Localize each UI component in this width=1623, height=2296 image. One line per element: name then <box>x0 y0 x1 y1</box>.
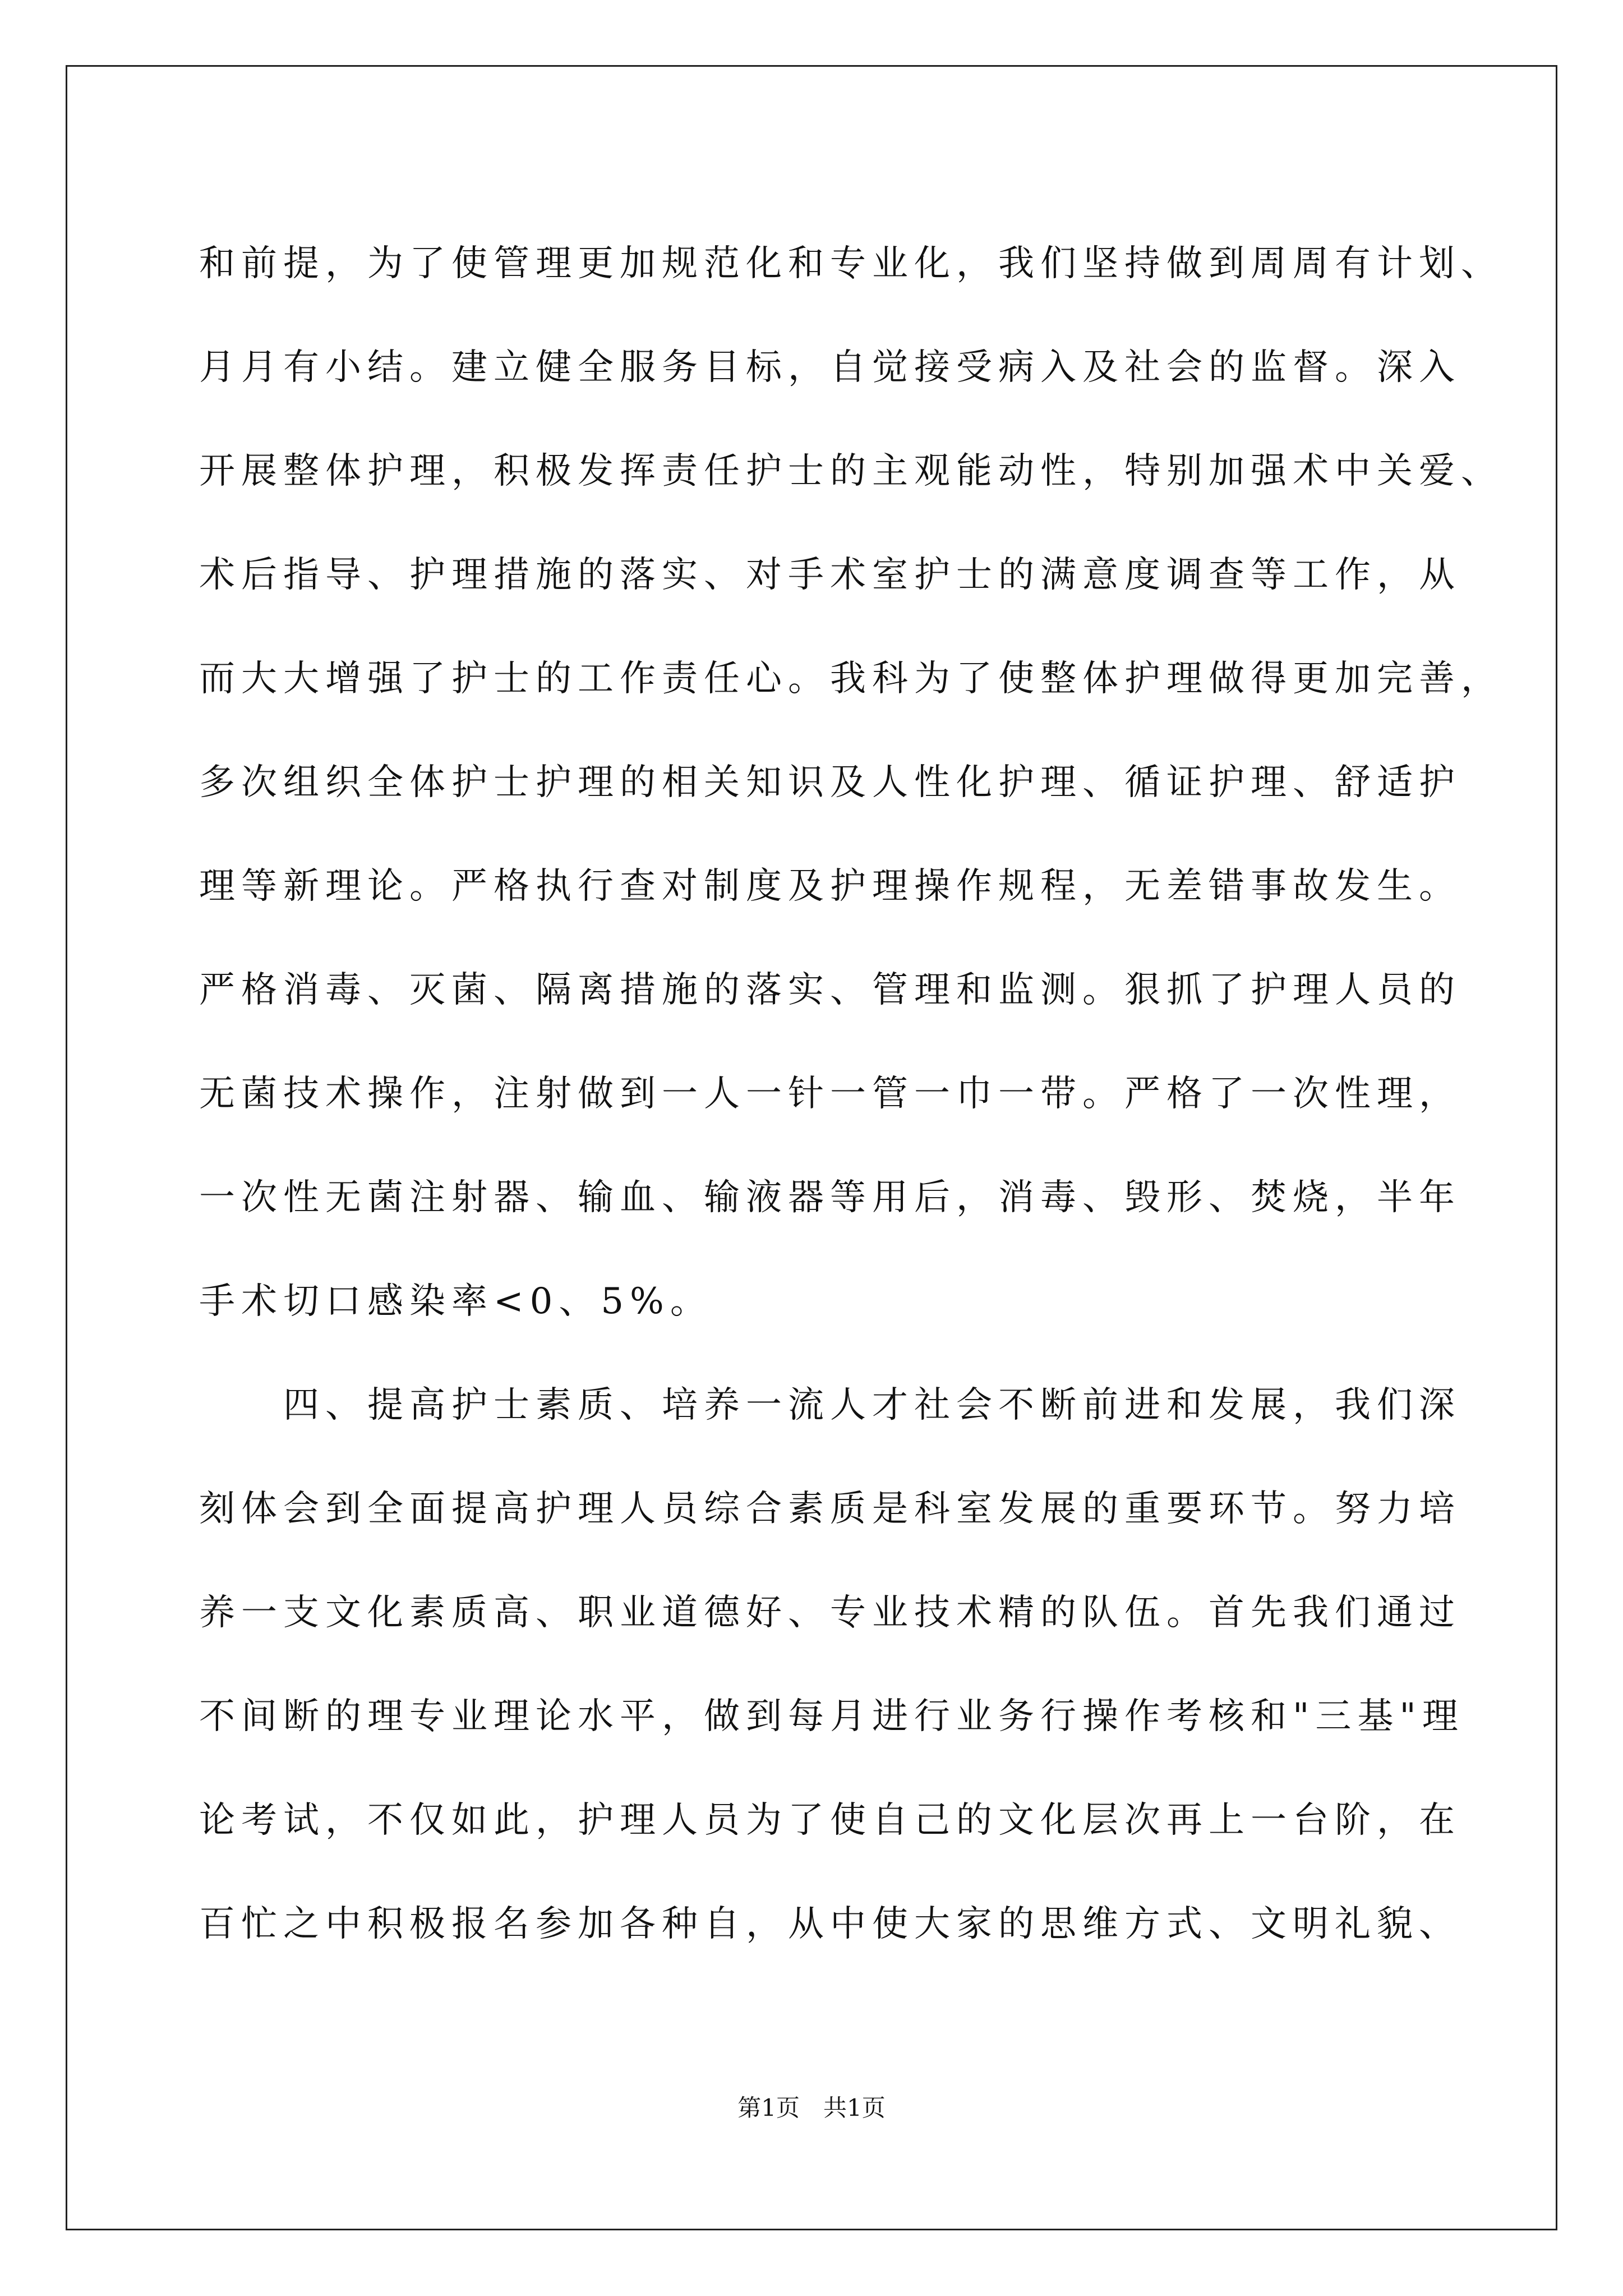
document-body <box>199 212 1503 1976</box>
text-line: 一次性无菌注射器、输血、输液器等用后，消毒、毁形、焚烧，半年 <box>199 1177 1461 1218</box>
text-line: 月月有小结。建立健全服务目标，自觉接受病入及社会的监督。深入 <box>199 347 1461 388</box>
text-line: 多次组织全体护士护理的相关知识及人性化护理、循证护理、舒适护 <box>199 762 1461 803</box>
text-line: 百忙之中积极报名参加各种自，从中使大家的思维方式、文明礼貌、 <box>199 1903 1461 1945</box>
text-line: 无菌技术操作，注射做到一人一针一管一巾一带。严格了一次性理， <box>199 1073 1461 1115</box>
text-line: 手术切口感染率<0、5%。 <box>199 1281 712 1322</box>
text-line: 四、提高护士素质、培养一流人才社会不断前进和发展，我们深 <box>199 1384 1461 1426</box>
text-line: 严格消毒、灭菌、隔离措施的落实、管理和监测。狠抓了护理人员的 <box>199 969 1461 1011</box>
text-line: 理等新理论。严格执行查对制度及护理操作规程，无差错事故发生。 <box>199 866 1461 907</box>
text-line: 刻体会到全面提高护理人员综合素质是科室发展的重要环节。努力培 <box>199 1488 1461 1530</box>
text-line: 养一支文化素质高、职业道德好、专业技术精的队伍。首先我们通过 <box>199 1592 1461 1634</box>
text-line: 开展整体护理，积极发挥责任护士的主观能动性，特别加强术中关爱、 <box>199 450 1503 492</box>
text-line: 而大大增强了护士的工作责任心。我科为了使整体护理做得更加完善， <box>199 658 1503 700</box>
text-line: 论考试，不仅如此，护理人员为了使自己的文化层次再上一台阶，在 <box>199 1800 1461 1841</box>
text-line: 不间断的理专业理论水平，做到每月进行业务行操作考核和"三基"理 <box>199 1696 1464 1737</box>
text-line: 和前提，为了使管理更加规范化和专业化，我们坚持做到周周有计划、 <box>199 243 1503 284</box>
page-number-footer: 第1页 共1页 <box>737 2094 886 2122</box>
text-line: 术后指导、护理措施的落实、对手术室护士的满意度调查等工作，从 <box>199 554 1461 596</box>
